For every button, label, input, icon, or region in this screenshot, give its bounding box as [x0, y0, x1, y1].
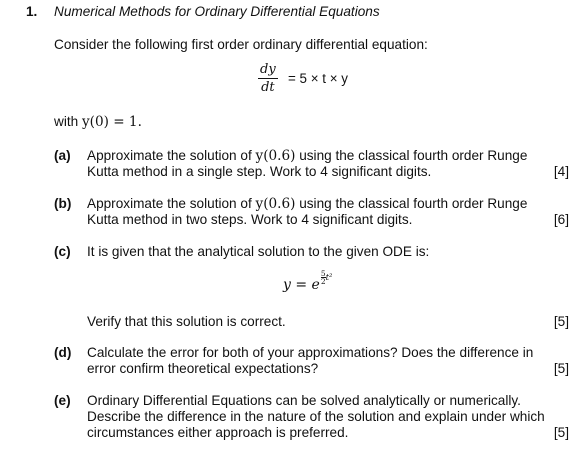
part-b-text-pre: Approximate the solution of	[87, 196, 256, 211]
part-c-marks: [5]	[553, 314, 569, 329]
part-a-line1	[87, 148, 527, 164]
question-title: Numerical Methods for Ordinary Differential Equations	[54, 4, 380, 19]
part-b-line2: Kutta method in two steps. Work to 4 significant digits.	[87, 212, 413, 227]
part-d-line1: Calculate the error for both of your approximations? Does the difference in	[87, 345, 534, 360]
initial-condition-prefix: with	[54, 114, 79, 129]
part-e-line1: Ordinary Differential Equations can be solved analytically or numerically.	[87, 393, 521, 408]
question-number: 1.	[26, 4, 38, 19]
part-b-text-post: using the classical fourth order Runge	[295, 196, 528, 211]
initial-condition	[54, 114, 142, 130]
equation-rhs: = 5 × t × y	[288, 71, 348, 86]
analytical-solution	[283, 269, 333, 294]
part-e-line2: Describe the difference in the nature of the solution and explain under which	[87, 409, 545, 424]
part-e-label: (e)	[54, 393, 71, 408]
part-b-label: (b)	[54, 196, 72, 211]
initial-condition-expression: y(0) = 1.	[81, 114, 142, 130]
part-e-line3: circumstances either approach is preferred.	[87, 425, 349, 440]
part-b-line1	[87, 196, 527, 212]
part-c-line1: It is given that the analytical solution to the given ODE is:	[87, 244, 430, 259]
fraction-bar	[258, 78, 278, 79]
solution-base: y = e	[283, 277, 320, 293]
part-a-marks: [4]	[553, 164, 569, 179]
exponent-denominator: 2	[320, 277, 326, 286]
derivative-denominator: dt	[261, 80, 275, 95]
derivative-fraction	[258, 62, 278, 95]
part-a-text-pre: Approximate the solution of	[87, 148, 256, 163]
part-b-marks: [6]	[553, 212, 569, 227]
solution-exponent	[321, 270, 333, 285]
part-d-label: (d)	[54, 345, 72, 360]
part-a-math: y(0.6)	[255, 148, 296, 164]
exponent-variable: t²	[325, 273, 333, 283]
part-d-marks: [5]	[553, 361, 569, 376]
part-a-label: (a)	[54, 148, 71, 163]
part-b-math: y(0.6)	[255, 196, 296, 212]
derivative-numerator: dy	[260, 62, 276, 77]
part-c-verify: Verify that this solution is correct.	[87, 314, 286, 329]
part-e-marks: [5]	[553, 425, 569, 440]
question-intro: Consider the following first order ordinary differential equation:	[54, 37, 428, 52]
part-a-line2: Kutta method in a single step. Work to 4 significant digits.	[87, 164, 432, 179]
part-a-text-post: using the classical fourth order Runge	[295, 148, 528, 163]
exponent-numerator: 5	[320, 269, 326, 278]
part-d-line2: error confirm theoretical expectations?	[87, 361, 319, 376]
part-c-label: (c)	[54, 244, 71, 259]
